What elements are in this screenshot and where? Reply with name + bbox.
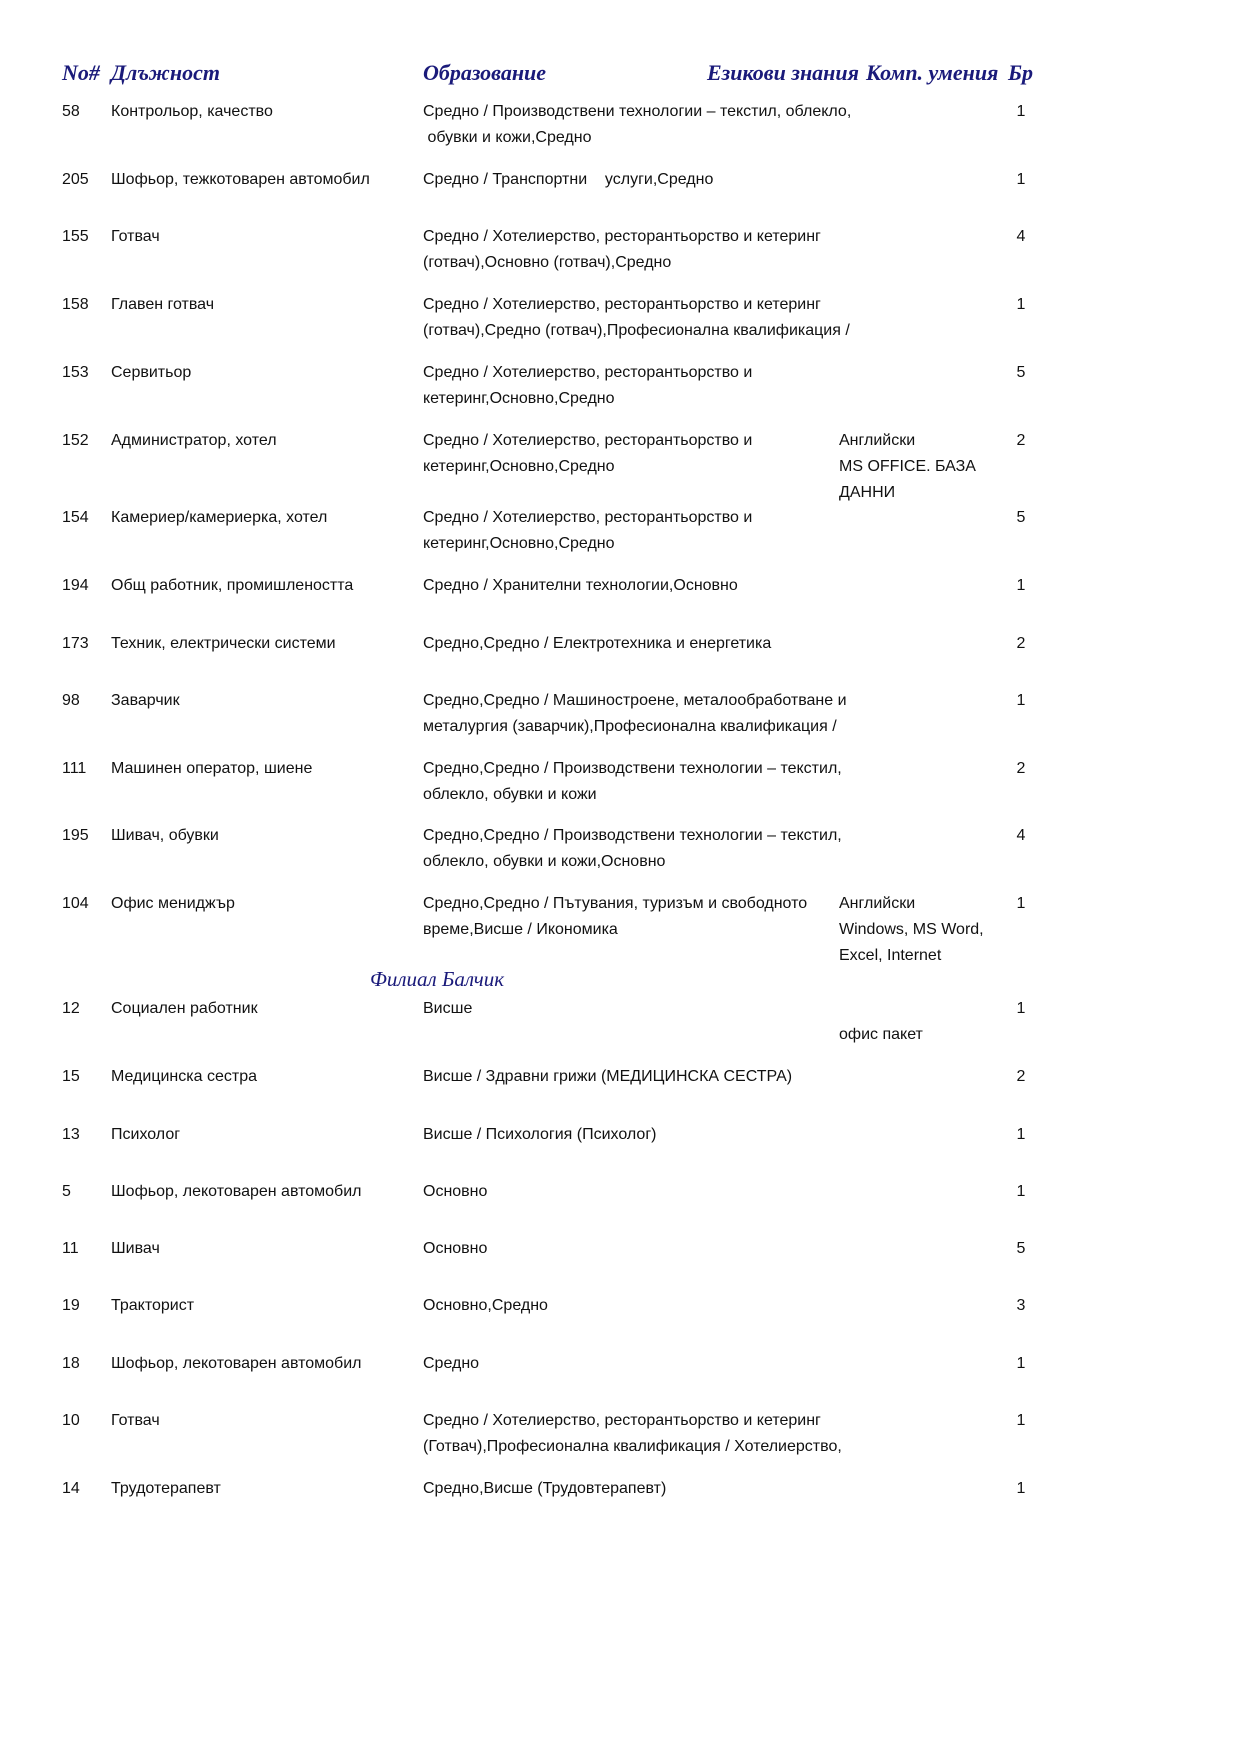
education-line: облекло, обувки и кожи	[423, 786, 597, 803]
skill-line	[839, 996, 923, 1022]
row-skills	[839, 428, 976, 506]
row-education	[423, 1236, 487, 1262]
row-number: 13	[62, 1126, 80, 1143]
row-number: 58	[62, 103, 80, 120]
row-number: 194	[62, 577, 89, 594]
row-education	[423, 756, 842, 808]
skill-line: ДАННИ	[839, 484, 896, 501]
education-line: кетеринг,Основно,Средно	[423, 458, 615, 475]
row-position: Медицинска сестра	[111, 1068, 257, 1085]
education-line: време,Висше / Икономика	[423, 921, 618, 938]
row-position: Контрольор, качество	[111, 103, 273, 120]
row-number: 15	[62, 1068, 80, 1085]
row-position: Шивач	[111, 1240, 160, 1257]
row-number: 154	[62, 509, 89, 526]
row-count: 5	[1016, 509, 1026, 526]
row-education	[423, 573, 738, 599]
education-line: Средно,Средно / Производствени технологии – текстил,	[423, 760, 842, 777]
row-education	[423, 1122, 657, 1148]
row-education	[423, 360, 752, 412]
skill-line: MS OFFICE. БАЗА	[839, 458, 976, 475]
row-number: 173	[62, 635, 89, 652]
header-computer-skills: Комп. умения	[866, 60, 999, 85]
row-position: Главен готвач	[111, 296, 215, 313]
row-count: 1	[1016, 1412, 1026, 1429]
row-position: Общ работник, промишлеността	[111, 577, 354, 594]
education-line: Средно / Хранителни технологии,Основно	[423, 577, 738, 594]
row-count: 1	[1016, 171, 1026, 188]
row-count: 2	[1016, 760, 1026, 777]
row-education	[423, 224, 821, 276]
row-count: 5	[1016, 364, 1026, 381]
row-education	[423, 688, 847, 740]
row-education	[423, 1351, 479, 1377]
education-line: Средно / Хотелиерство, ресторантьорство и	[423, 432, 753, 449]
row-count: 1	[1016, 692, 1026, 709]
education-line: (готвач),Средно (готвач),Професионална квалификация /	[423, 322, 850, 339]
row-position: Камериер/камериерка, хотел	[111, 509, 328, 526]
row-count: 1	[1016, 1000, 1026, 1017]
education-line: (Готвач),Професионална квалификация / Хотелиерство,	[423, 1438, 842, 1455]
row-skills	[839, 996, 923, 1048]
row-education	[423, 505, 752, 557]
education-line: (готвач),Основно (готвач),Средно	[423, 254, 672, 271]
education-line: кетеринг,Основно,Средно	[423, 535, 615, 552]
row-education	[423, 1179, 487, 1205]
row-number: 14	[62, 1480, 80, 1497]
skill-line: Windows, MS Word,	[839, 921, 984, 938]
education-line: металургия (заварчик),Професионална квалификация /	[423, 718, 837, 735]
row-count: 4	[1016, 827, 1026, 844]
row-number: 152	[62, 432, 89, 449]
row-count: 3	[1016, 1297, 1026, 1314]
branch-title: Филиал Балчик	[370, 967, 505, 991]
row-education	[423, 1064, 792, 1090]
row-count: 1	[1016, 577, 1026, 594]
row-position: Администратор, хотел	[111, 432, 277, 449]
row-position: Шофьор, лекотоварен автомобил	[111, 1355, 362, 1372]
education-line: Висше / Здравни грижи (МЕДИЦИНСКА СЕСТРА)	[423, 1068, 793, 1085]
row-education	[423, 1476, 666, 1502]
education-line: обувки и кожи,Средно	[423, 129, 592, 146]
row-education	[423, 428, 752, 480]
row-number: 18	[62, 1355, 80, 1372]
row-count: 2	[1016, 432, 1026, 449]
row-education	[423, 167, 713, 193]
education-line: Средно / Транспортни услуги,Средно	[423, 171, 714, 188]
education-line: Средно,Висше (Трудовтерапевт)	[423, 1480, 667, 1497]
row-number: 195	[62, 827, 89, 844]
education-line: Основно	[423, 1183, 488, 1200]
education-line: кетеринг,Основно,Средно	[423, 390, 615, 407]
row-education	[423, 823, 842, 875]
education-line: Средно,Средно / Производствени технологии – текстил,	[423, 827, 842, 844]
row-number: 205	[62, 171, 89, 188]
row-number: 153	[62, 364, 89, 381]
skill-line: Excel, Internet	[839, 947, 942, 964]
row-position: Машинен оператор, шиене	[111, 760, 313, 777]
row-count: 4	[1016, 228, 1026, 245]
skill-line: Английски	[839, 432, 916, 449]
education-line: Основно	[423, 1240, 488, 1257]
education-line: Средно / Хотелиерство, ресторантьорство и кетеринг	[423, 1412, 821, 1429]
row-number: 10	[62, 1412, 80, 1429]
row-position: Техник, електрически системи	[111, 635, 336, 652]
row-count: 5	[1016, 1240, 1026, 1257]
row-position: Социален работник	[111, 1000, 258, 1017]
row-number: 155	[62, 228, 89, 245]
row-count: 1	[1016, 1183, 1026, 1200]
row-number: 158	[62, 296, 89, 313]
education-line: Средно / Хотелиерство, ресторантьорство и	[423, 509, 753, 526]
row-count: 1	[1016, 103, 1026, 120]
education-line: Средно,Средно / Пътувания, туризъм и свободното	[423, 895, 808, 912]
row-education	[423, 631, 771, 657]
education-line: Средно,Средно / Машиностроене, металообработване и	[423, 692, 847, 709]
header-count: Бр	[1008, 60, 1033, 85]
row-number: 98	[62, 692, 80, 709]
row-number: 19	[62, 1297, 80, 1314]
education-line: Средно,Средно / Електротехника и енергетика	[423, 635, 772, 652]
row-count: 1	[1016, 895, 1026, 912]
row-position: Готвач	[111, 1412, 160, 1429]
education-line: Висше / Психология (Психолог)	[423, 1126, 657, 1143]
row-position: Шофьор, лекотоварен автомобил	[111, 1183, 362, 1200]
row-position: Шивач, обувки	[111, 827, 219, 844]
row-number: 11	[62, 1240, 79, 1257]
education-line: Висше	[423, 1000, 473, 1017]
row-count: 1	[1016, 296, 1026, 313]
education-line: Средно / Хотелиерство, ресторантьорство и кетеринг	[423, 228, 821, 245]
row-count: 1	[1016, 1355, 1026, 1372]
row-position: Заварчик	[111, 692, 180, 709]
row-education	[423, 891, 807, 943]
education-line: Средно	[423, 1355, 480, 1372]
row-position: Трудотерапевт	[111, 1480, 221, 1497]
row-education	[423, 292, 850, 344]
row-number: 5	[62, 1183, 71, 1200]
row-position: Тракторист	[111, 1297, 195, 1314]
row-number: 104	[62, 895, 89, 912]
row-education	[423, 996, 472, 1022]
education-line: облекло, обувки и кожи,Основно	[423, 853, 666, 870]
row-position: Офис мениджър	[111, 895, 235, 912]
row-number: 111	[62, 760, 87, 777]
row-position: Готвач	[111, 228, 160, 245]
header-position: Длъжност	[111, 60, 220, 85]
header-education: Образование	[423, 60, 547, 85]
row-position: Шофьор, тежкотоварен автомобил	[111, 171, 370, 188]
row-skills	[839, 891, 984, 969]
row-count: 1	[1016, 1480, 1026, 1497]
header-languages: Езикови знания	[707, 60, 859, 85]
education-line: Средно / Производствени технологии – текстил, облекло,	[423, 103, 852, 120]
education-line: Средно / Хотелиерство, ресторантьорство и	[423, 364, 753, 381]
row-count: 2	[1016, 635, 1026, 652]
row-count: 1	[1016, 1126, 1026, 1143]
education-line: Средно / Хотелиерство, ресторантьорство и кетеринг	[423, 296, 821, 313]
row-education	[423, 1293, 548, 1319]
row-count: 2	[1016, 1068, 1026, 1085]
row-position: Сервитьор	[111, 364, 192, 381]
row-education	[423, 1408, 842, 1460]
skill-line: офис пакет	[839, 1026, 923, 1043]
row-number: 12	[62, 1000, 80, 1017]
education-line: Основно,Средно	[423, 1297, 548, 1314]
skill-line: Английски	[839, 895, 916, 912]
row-position: Психолог	[111, 1126, 181, 1143]
row-education	[423, 99, 851, 151]
header-no: No#	[62, 60, 100, 85]
